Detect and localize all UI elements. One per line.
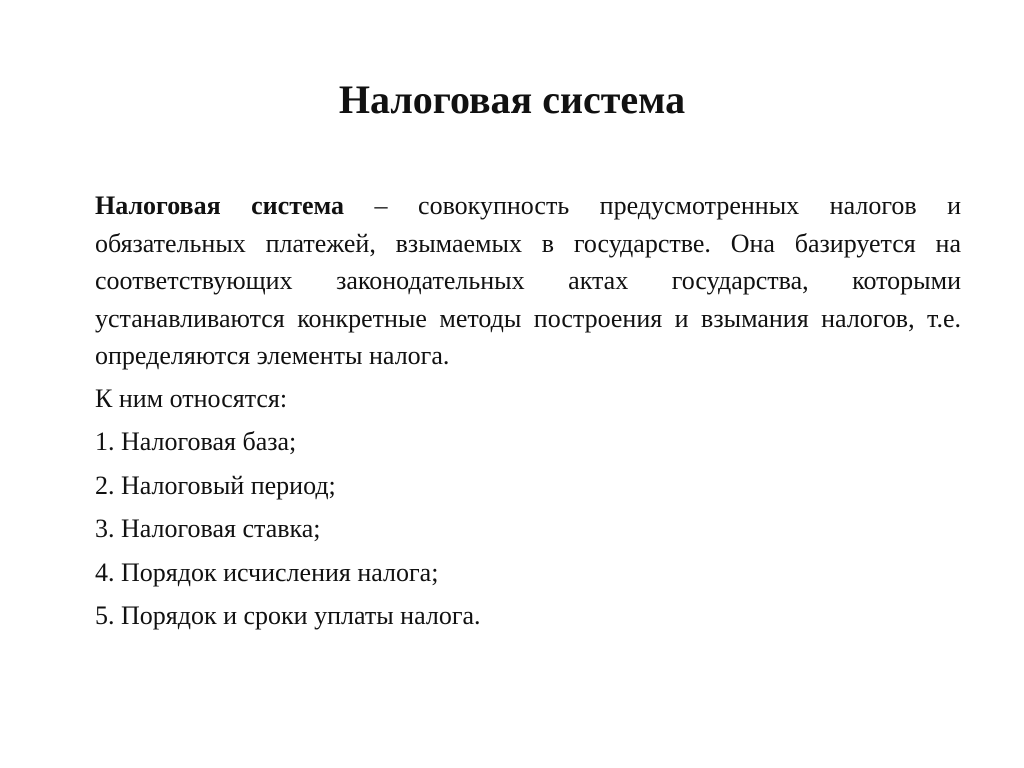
list-item-number: 3. (95, 514, 115, 543)
list-intro: К ним относятся: (95, 383, 288, 413)
list-item-number: 4. (95, 557, 115, 587)
definition-paragraph (95, 187, 961, 375)
list-item (95, 597, 961, 635)
list-item-number: 2. (95, 470, 115, 500)
list-item-number: 5. (95, 601, 115, 630)
slide-title: Налоговая система (338, 77, 686, 122)
slide-content (95, 187, 961, 641)
tax-elements-list (95, 423, 961, 635)
list-item-text: Налоговый период; (121, 470, 336, 500)
list-item-text: Налоговая база; (121, 427, 297, 456)
list-item-number: 1. (95, 427, 115, 456)
list-item-text: Порядок исчисления налога; (121, 557, 439, 587)
list-item-text: Налоговая ставка; (121, 514, 321, 543)
list-item-text: Порядок и сроки уплаты налога. (121, 601, 481, 630)
definition-dash: – (344, 191, 419, 220)
list-item (95, 467, 961, 505)
definition-text: совокупность предусмотренных налогов и обязательных платежей, взымаемых в государстве. Она базируется на соответствующих законодательных актах государства, которыми устанавливаются конкретные методы построения и взымания налогов, т.е. определяются элементы налога. (95, 191, 962, 370)
definition-term: Налоговая система (95, 191, 345, 220)
list-item (95, 510, 961, 548)
list-item (95, 554, 961, 592)
list-item (95, 423, 961, 461)
